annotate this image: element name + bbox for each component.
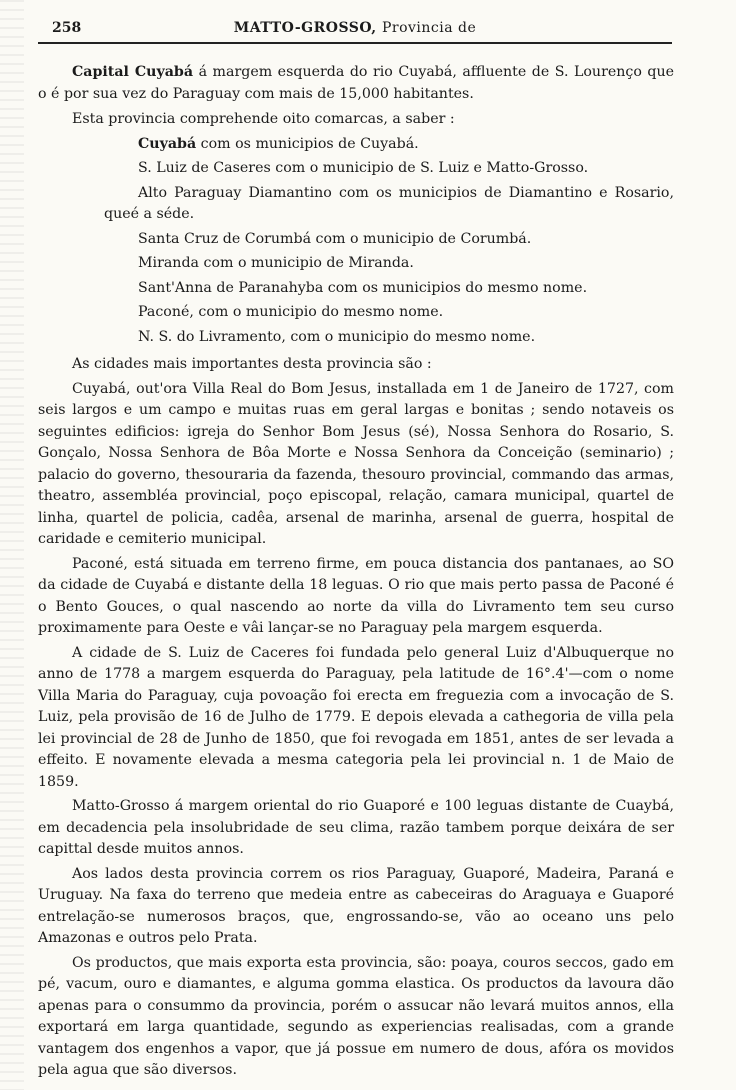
page-header xyxy=(38,20,672,44)
running-title-name: MATTO-GROSSO, xyxy=(233,20,377,36)
paragraph-productos: Os productos, que mais exporta esta provincia, são: poaya, couros seccos, gado em pé, vacum, ouro e diamantes, e alguma gomma elastica. Os productos da lavoura dão apenas para o consummo da provincia, porém o assucar não levará muitos annos, ella exportará em larga quantidade, segundo as experiencias realisadas, com a grande vantagem dos engenhos a vapor, que já possue em numero de dous, afóra os movidos pela agua que são diversos. xyxy=(38,954,674,1078)
list-item: Cuyabá com os municipios de Cuyabá. xyxy=(138,135,419,152)
paragraph-matto-grosso: Matto-Grosso á margem oriental do rio Guaporé e 100 leguas distante de Cuaybá, em decadencia pela insolubridade de seu clima, razão tambem porque deixára de ser capittal desde muitos annos. xyxy=(38,798,674,857)
capital-text: á margem esquerda do rio Cuyabá, affluente de S. Lourenço que o é por sua vez do Paraguay com mais de 15,000 habitantes. xyxy=(38,64,675,102)
paragraph-cuyaba: Cuyabá, out'ora Villa Real do Bom Jesus, installada em 1 de Janeiro de 1727, com seis largos e um campo e muitas ruas em geral largas e bonitas ; sendo notaveis os seguintes edificios: igreja do Senhor Bom Jesus (sé), Nossa Senhora do Rosario, S. Gonçalo, Nossa Senhora de Bôa Morte e Nossa Senhora da Conceição (seminario) ; palacio do governo, thesouraria da fazenda, thesouro provincial, commando das armas, theatro, assembléa provincial, poço episcopal, relação, camara municipal, quartel de linha, quartel de policia, cadêa, arsenal de marinha, arsenal de guerra, hospital de caridade e cemiterio municipal. xyxy=(38,380,674,547)
paragraph-pacone: Paconé, está situada em terreno firme, em pouca distancia dos pantanaes, ao SO da cidade de Cuyabá e distante della 18 leguas. O rio que mais perto passa de Paconé é o Bento Gouces, o qual nascendo ao norte da villa do Livramento tem seu curso proximamente para Oeste e vâi lançar-se no Paraguay pela margem esquerda. xyxy=(38,555,674,636)
scan-edge-noise xyxy=(0,0,24,1090)
list-item: Sant'Anna de Paranahyba com os municipios do mesmo nome. xyxy=(138,279,588,296)
list-item: S. Luiz de Caseres com o municipio de S. Luiz e Matto-Grosso. xyxy=(138,160,589,176)
comarca-cuyaba-label: Cuyabá xyxy=(138,135,197,152)
paragraph-sao-luiz: A cidade de S. Luiz de Caceres foi fundada pelo general Luiz d'Albuquerque no anno de 1778 a margem esquerda do Paraguay, pela latitude de 16°.4'—com o nome Villa Maria do Paraguay, cuja povoação foi erecta em freguezia com a invocação de S. Luiz, pela provisão de 16 de Julho de 1779. E depois elevada a cathegoria de villa pela lei provincial de 28 de Junho de 1850, que foi revogada em 1851, antes de ser levada a effeito. E novamente elevada a mesma categoria pela lei provincial n. 1 de Maio de 1859. xyxy=(38,644,674,790)
list-item: Miranda com o municipio de Miranda. xyxy=(138,255,414,271)
paragraph-rios: Aos lados desta provincia correm os rios Paraguay, Guaporé, Madeira, Paraná e Uruguay. Na faxa do terreno que medeia entre as cabeceiras do Araguaya e Guaporé entrelação-se numerosos braços, que, engrossando-se, vão ao oceano uns pelo Amazonas e outros pelo Prata. xyxy=(38,865,674,946)
comarcas-list xyxy=(38,109,674,348)
list-item: Paconé, com o municipio do mesmo nome. xyxy=(138,304,444,320)
paragraph-capital xyxy=(38,62,674,105)
capital-label: Capital Cuyabá xyxy=(72,64,194,80)
list-item: Alto Paraguay Diamantino com os municipios de Diamantino e Rosario, queé a séde. xyxy=(104,184,674,222)
paragraph-cidades-intro: As cidades mais importantes desta provincia são : xyxy=(72,356,432,372)
list-item: N. S. do Livramento, com o municipio do mesmo nome. xyxy=(138,328,536,345)
running-title-province: Provincia de xyxy=(381,20,477,36)
comarcas-intro: Esta provincia comprehende oito comarcas, a saber : xyxy=(72,111,455,127)
running-title xyxy=(38,20,672,36)
list-item: Santa Cruz de Corumbá com o municipio de Corumbá. xyxy=(138,230,532,247)
body-text xyxy=(38,62,674,1085)
page-number: 258 xyxy=(52,20,82,36)
